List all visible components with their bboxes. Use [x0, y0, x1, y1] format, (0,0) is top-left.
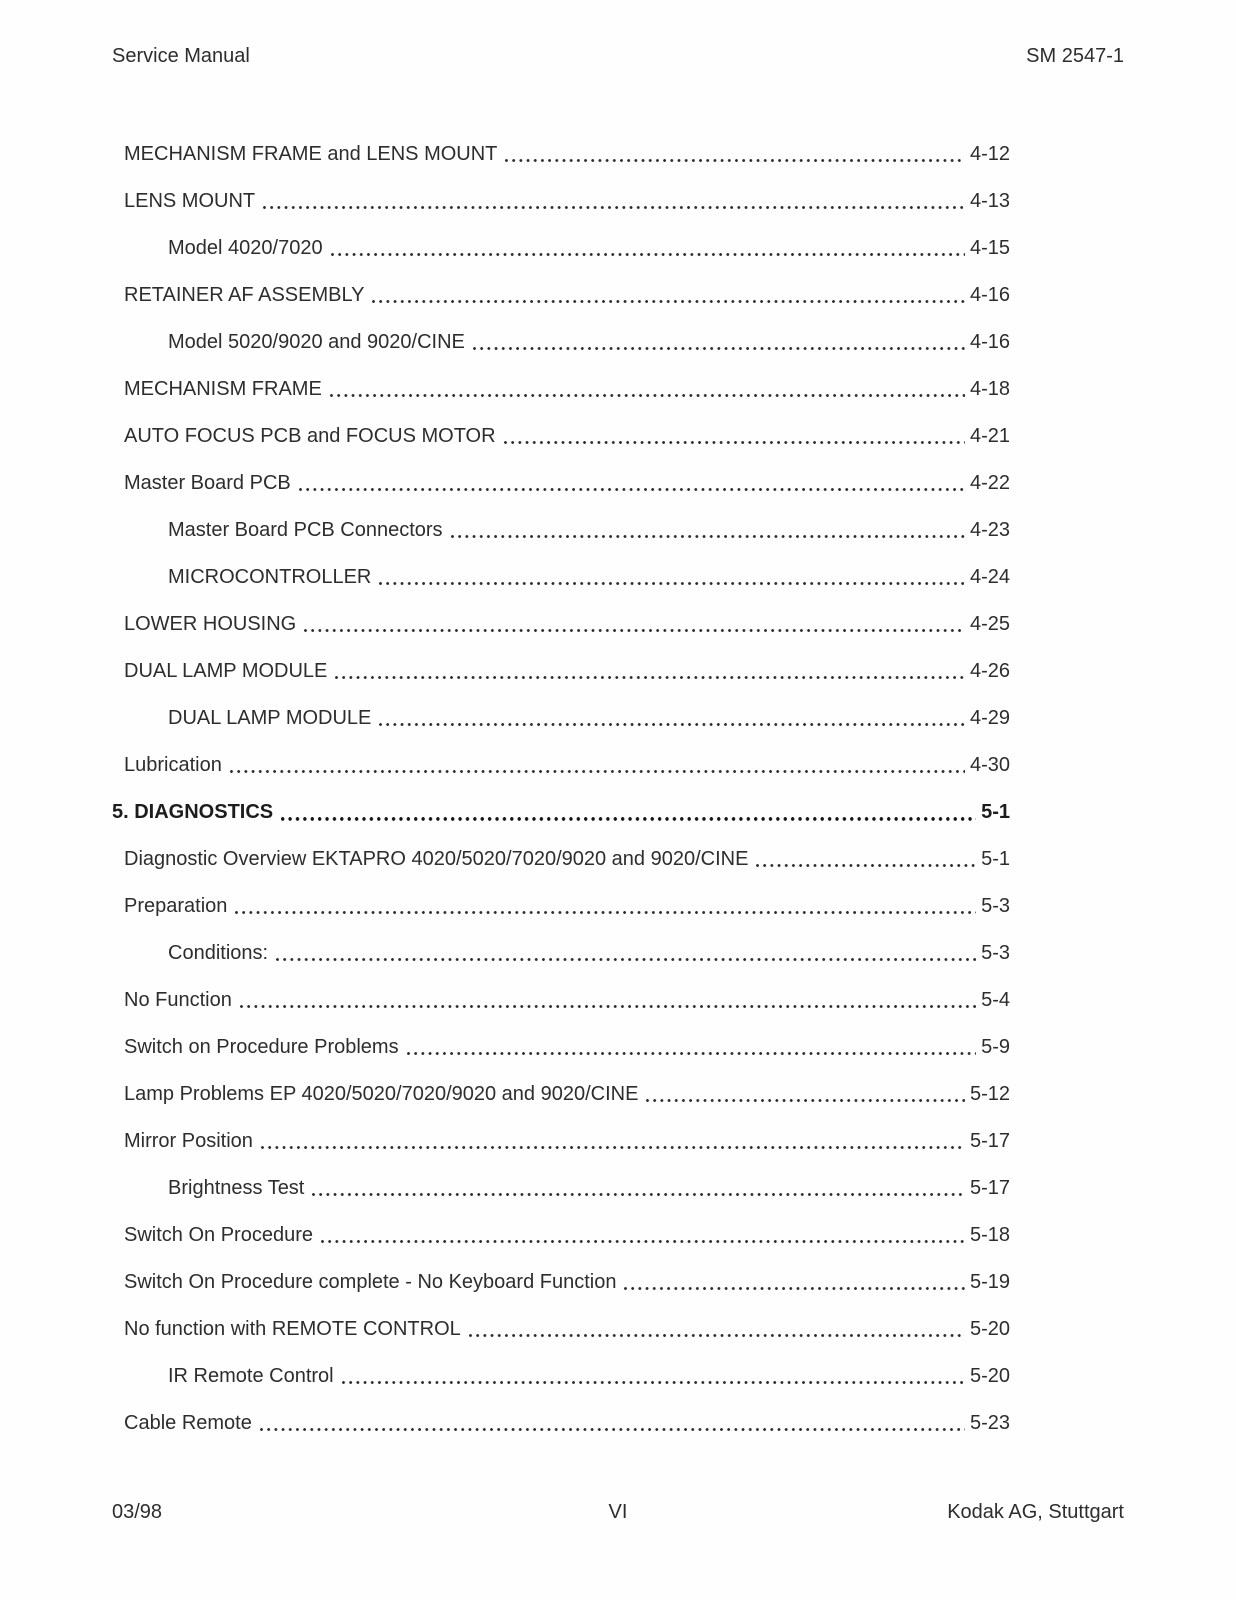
toc-entry-label: RETAINER AF ASSEMBLY	[124, 284, 365, 306]
dot-leader	[297, 470, 965, 496]
toc-entry-label: DUAL LAMP MODULE	[124, 660, 328, 682]
toc-entry-page-number: 4-16	[969, 284, 1010, 306]
toc-entry	[112, 1295, 1010, 1342]
toc-entry	[112, 543, 1010, 590]
toc-entry-label: Master Board PCB Connectors	[168, 519, 443, 541]
toc-entry-label: Preparation	[124, 895, 228, 917]
dot-leader	[329, 235, 965, 261]
dot-leader	[328, 376, 965, 402]
toc-entry	[112, 261, 1010, 308]
toc-entry-page-number: 5-9	[981, 1036, 1010, 1058]
dot-leader	[228, 752, 965, 778]
toc-entry-page-number: 4-29	[969, 707, 1010, 729]
dot-leader	[377, 705, 965, 731]
toc-entry-label: Lamp Problems EP 4020/5020/7020/9020 and 9020/CINE	[124, 1083, 639, 1105]
toc-entry-label: Conditions:	[168, 942, 269, 964]
toc-entry-page-number: 4-21	[969, 425, 1010, 447]
toc-entry	[112, 778, 1010, 825]
header-document-number: SM 2547-1	[1026, 45, 1124, 67]
toc-entry	[112, 120, 1010, 167]
toc-entry-page-number: 4-25	[969, 613, 1010, 635]
toc-entry	[112, 1201, 1010, 1248]
toc-entry	[112, 637, 1010, 684]
toc-entry-label: Model 4020/7020	[168, 237, 323, 259]
toc-entry-page-number: 4-30	[969, 754, 1010, 776]
toc-entry-label: AUTO FOCUS PCB and FOCUS MOTOR	[124, 425, 496, 447]
dot-leader	[644, 1081, 965, 1107]
toc-entry-label: Lubrication	[124, 754, 222, 776]
toc-entry-label: DUAL LAMP MODULE	[168, 707, 372, 729]
toc-entry-page-number: 4-22	[969, 472, 1010, 494]
toc-entry-label: Cable Remote	[124, 1412, 252, 1434]
toc-entry	[112, 919, 1010, 966]
footer-page-number: VI	[608, 1501, 628, 1523]
toc-entry-label: 5. DIAGNOSTICS	[112, 801, 274, 823]
toc-entry-label: Master Board PCB	[124, 472, 291, 494]
toc-entry-label: IR Remote Control	[168, 1365, 334, 1387]
toc-entry-page-number: 5-4	[981, 989, 1010, 1011]
toc-entry-label: Brightness Test	[168, 1177, 305, 1199]
toc-entry	[112, 308, 1010, 355]
toc-entry-page-number: 4-23	[969, 519, 1010, 541]
toc-entry-page-number: 5-18	[969, 1224, 1010, 1246]
toc-entry-label: Diagnostic Overview EKTAPRO 4020/5020/7020/9020 and 9020/CINE	[124, 848, 749, 870]
dot-leader	[258, 1410, 965, 1436]
toc-entry	[112, 449, 1010, 496]
dot-leader	[449, 517, 965, 543]
dot-leader	[405, 1034, 977, 1060]
toc-entry	[112, 731, 1010, 778]
dot-leader	[370, 282, 965, 308]
toc-entry-page-number: 5-1	[981, 848, 1010, 870]
toc-entry-page-number: 4-13	[969, 190, 1010, 212]
dot-leader	[503, 141, 965, 167]
toc-entry	[112, 1060, 1010, 1107]
dot-leader	[333, 658, 965, 684]
toc-entry-page-number: 4-16	[969, 331, 1010, 353]
dot-leader	[622, 1269, 965, 1295]
toc-entry-page-number: 4-18	[969, 378, 1010, 400]
dot-leader	[233, 893, 976, 919]
toc-entry-label: MICROCONTROLLER	[168, 566, 372, 588]
toc-entry	[112, 1154, 1010, 1201]
toc-list	[112, 120, 1010, 1436]
dot-leader	[238, 987, 976, 1013]
toc-entry-page-number: 5-12	[969, 1083, 1010, 1105]
dot-leader	[754, 846, 976, 872]
toc-entry-page-number: 4-12	[969, 143, 1010, 165]
footer-publisher: Kodak AG, Stuttgart	[947, 1501, 1124, 1523]
toc-entry-page-number: 5-20	[969, 1365, 1010, 1387]
toc-entry-label: MECHANISM FRAME and LENS MOUNT	[124, 143, 498, 165]
toc-entry-page-number: 5-23	[969, 1412, 1010, 1434]
toc-entry-label: MECHANISM FRAME	[124, 378, 322, 400]
toc-entry-page-number: 5-17	[969, 1130, 1010, 1152]
toc-entry-label: Switch On Procedure complete - No Keyboard Function	[124, 1271, 617, 1293]
dot-leader	[471, 329, 965, 355]
toc-entry-page-number: 5-1	[981, 801, 1010, 823]
dot-leader	[319, 1222, 965, 1248]
toc-entry	[112, 1342, 1010, 1389]
dot-leader	[261, 188, 965, 214]
dot-leader	[302, 611, 965, 637]
toc-entry	[112, 1389, 1010, 1436]
toc-entry	[112, 214, 1010, 261]
toc-entry	[112, 825, 1010, 872]
toc-entry	[112, 590, 1010, 637]
footer-date: 03/98	[112, 1501, 163, 1523]
header-document-title: Service Manual	[112, 45, 250, 67]
dot-leader	[274, 940, 976, 966]
toc-entry-label: Mirror Position	[124, 1130, 253, 1152]
toc-entry-label: Switch on Procedure Problems	[124, 1036, 399, 1058]
dot-leader	[502, 423, 965, 449]
toc-entry-page-number: 4-24	[969, 566, 1010, 588]
toc-entry	[112, 496, 1010, 543]
toc-entry	[112, 355, 1010, 402]
toc-entry-page-number: 4-15	[969, 237, 1010, 259]
toc-entry-label: No function with REMOTE CONTROL	[124, 1318, 461, 1340]
toc-entry	[112, 1013, 1010, 1060]
toc-entry-page-number: 5-3	[981, 942, 1010, 964]
toc-entry-label: LOWER HOUSING	[124, 613, 297, 635]
dot-leader	[467, 1316, 965, 1342]
dot-leader	[340, 1363, 965, 1389]
dot-leader	[279, 799, 976, 825]
toc-entry	[112, 966, 1010, 1013]
toc-entry-page-number: 4-26	[969, 660, 1010, 682]
toc-entry-page-number: 5-17	[969, 1177, 1010, 1199]
toc-entry-label: Model 5020/9020 and 9020/CINE	[168, 331, 465, 353]
toc-entry	[112, 402, 1010, 449]
toc-entry	[112, 872, 1010, 919]
dot-leader	[310, 1175, 965, 1201]
toc-entry-page-number: 5-19	[969, 1271, 1010, 1293]
dot-leader	[259, 1128, 965, 1154]
toc-entry-page-number: 5-20	[969, 1318, 1010, 1340]
toc-entry-label: No Function	[124, 989, 232, 1011]
toc-entry	[112, 1107, 1010, 1154]
toc-entry-page-number: 5-3	[981, 895, 1010, 917]
dot-leader	[377, 564, 965, 590]
toc-entry	[112, 1248, 1010, 1295]
toc-entry-label: LENS MOUNT	[124, 190, 256, 212]
toc-entry	[112, 167, 1010, 214]
toc-entry	[112, 684, 1010, 731]
toc-entry-label: Switch On Procedure	[124, 1224, 313, 1246]
